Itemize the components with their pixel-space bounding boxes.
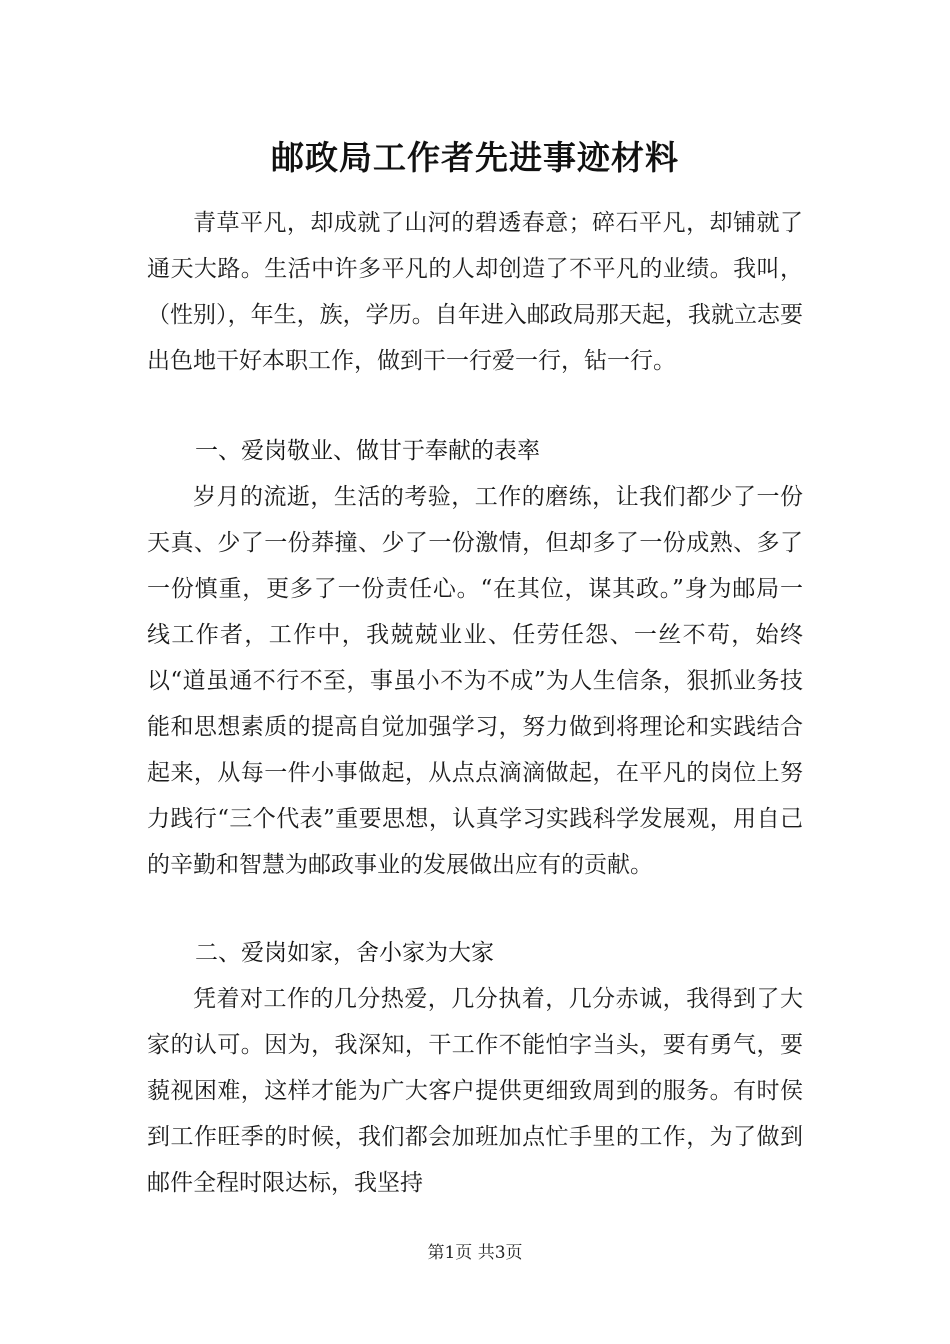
section-heading-1: 一、爱岗敬业、做甘于奉献的表率	[195, 438, 540, 464]
page-footer: 第1页 共3页	[427, 1243, 523, 1263]
document-title: 邮政局工作者先进事迹材料	[271, 138, 679, 177]
section-2-paragraph: 凭着对工作的几分热爱，几分执着，几分赤诚，我得到了大家的认可。因为，我深知，干工作不能怕字当头，要有勇气，要藐视困难，这样才能为广大客户提供更细致周到的服务。有时侯到工作旺季的时候，我们都会加班加点忙手里的工作，为了做到邮件全程时限达标，我坚持	[147, 986, 803, 1196]
intro-paragraph: 青草平凡，却成就了山河的碧透春意；碎石平凡，却铺就了通天大路。生活中许多平凡的人却创造了不平凡的业绩。我叫，（性别），年生，族，学历。自年进入邮政局那天起，我就立志要出色地干好本职工作，做到干一行爱一行，钻一行。	[147, 210, 803, 374]
section-heading-2: 二、爱岗如家，舍小家为大家	[195, 940, 494, 966]
section-1-paragraph: 岁月的流逝，生活的考验，工作的磨练，让我们都少了一份天真、少了一份莽撞、少了一份激情，但却多了一份成熟、多了一份慎重，更多了一份责任心。“在其位，谋其政。”身为邮局一线工作者，工作中，我兢兢业业、任劳任怨、一丝不苟，始终以“道虽通不行不至，事虽小不为不成”为人生信条，狠抓业务技能和思想素质的提高自觉加强学习，努力做到将理论和实践结合起来，从每一件小事做起，从点点滴滴做起，在平凡的岗位上努力践行“三个代表”重要思想，认真学习实践科学发展观，用自己的辛勤和智慧为邮政事业的发展做出应有的贡献。	[147, 484, 803, 878]
